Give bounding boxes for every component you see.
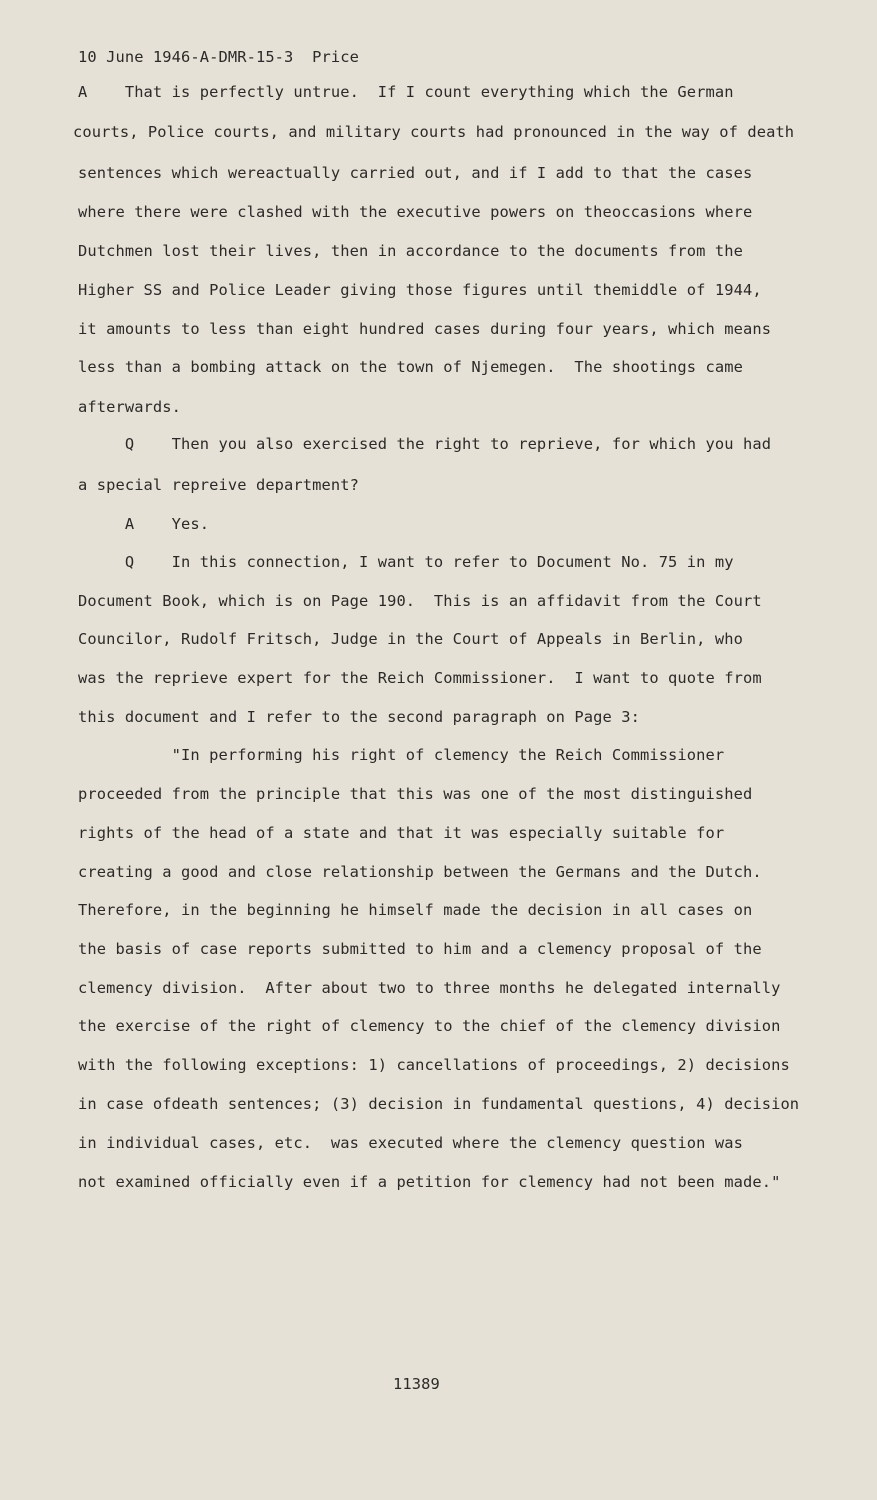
text-line: Higher SS and Police Leader giving those figures until themiddle of 1944, (78, 281, 762, 299)
text-line: clemency division. After about two to three months he delegated internally (78, 979, 781, 997)
text-line: Dutchmen lost their lives, then in accordance to the documents from the (78, 242, 743, 260)
text-line: Q Then you also exercised the right to reprieve, for which you had (78, 435, 772, 453)
page-number: 11389 (393, 1375, 440, 1393)
text-line: the basis of case reports submitted to him and a clemency proposal of the (78, 940, 762, 958)
text-line: it amounts to less than eight hundred cases during four years, which means (78, 320, 772, 338)
text-line: proceeded from the principle that this was one of the most distinguished (78, 785, 753, 803)
text-line: less than a bombing attack on the town of Njemegen. The shootings came (78, 358, 743, 376)
text-line: was the reprieve expert for the Reich Commissioner. I want to quote from (78, 669, 762, 687)
text-line: in individual cases, etc. was executed where the clemency question was (78, 1134, 743, 1152)
text-line: "In performing his right of clemency the Reich Commissioner (78, 746, 725, 764)
text-line: courts, Police courts, and military courts had pronounced in the way of death (73, 123, 795, 141)
text-line: rights of the head of a state and that it was especially suitable for (78, 824, 725, 842)
text-line: where there were clashed with the executive powers on theoccasions where (78, 203, 753, 221)
text-line: sentences which wereactually carried out, and if I add to that the cases (78, 164, 753, 182)
text-line: A That is perfectly untrue. If I count everything which the German (78, 83, 734, 101)
page-header: 10 June 1946-A-DMR-15-3 Price (78, 48, 359, 66)
text-line: the exercise of the right of clemency to the chief of the clemency division (78, 1017, 781, 1035)
text-line: A Yes. (78, 515, 210, 533)
text-line: Councilor, Rudolf Fritsch, Judge in the Court of Appeals in Berlin, who (78, 630, 743, 648)
text-line: this document and I refer to the second paragraph on Page 3: (78, 708, 640, 726)
text-line: not examined officially even if a petition for clemency had not been made." (78, 1173, 781, 1191)
text-line: Q In this connection, I want to refer to Document No. 75 in my (78, 553, 734, 571)
text-line: Therefore, in the beginning he himself made the decision in all cases on (78, 901, 753, 919)
text-line: Document Book, which is on Page 190. This is an affidavit from the Court (78, 592, 762, 610)
text-line: a special repreive department? (78, 476, 359, 494)
text-line: afterwards. (78, 398, 182, 416)
text-line: in case ofdeath sentences; (3) decision in fundamental questions, 4) decision (78, 1095, 800, 1113)
text-line: creating a good and close relationship between the Germans and the Dutch. (78, 863, 762, 881)
text-line: with the following exceptions: 1) cancellations of proceedings, 2) decisions (78, 1056, 790, 1074)
